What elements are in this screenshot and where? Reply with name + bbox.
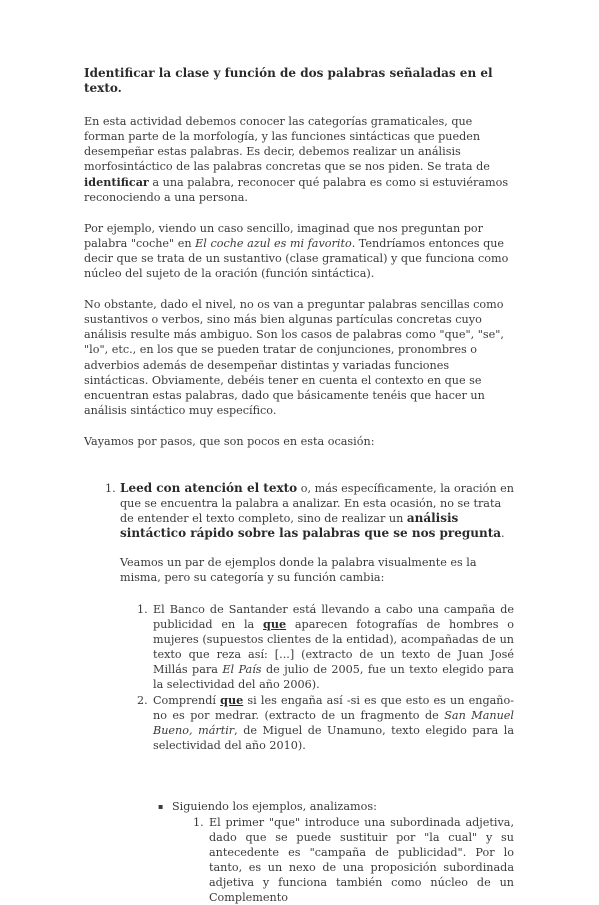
analysis-list	[172, 815, 514, 905]
example-text-c: . Tendríamos entonces que decir que se trata de un sustantivo (clase gramatical) y que funciona como núcleo del sujeto de la oración (función sintáctica).	[84, 236, 509, 281]
steps-list	[84, 481, 514, 905]
analysis-number: 1.	[193, 815, 204, 829]
example-text: si les engaña así -si es que esto es un engaño- no es por medrar. (extracto de un fragmento de	[153, 694, 515, 723]
analysis-text: El primer "que" introduce una subordinada adjetiva, dado que se puede sustituir por "la cual" y su antecedente es "campaña de publicidad". Por lo tanto, es un nexo de una proposición subordinada adjetiva y funciona también como núcleo de un Complemento	[209, 815, 514, 905]
example-text: , de Miguel de Unamuno, texto elegido para la selectividad del año 2010).	[153, 724, 514, 753]
example-text: de julio de 2005, fue un texto elegido para la selectividad del año 2006).	[153, 662, 514, 691]
step-item	[105, 480, 515, 905]
step-bold-lead: Leed con atención el texto	[120, 480, 298, 495]
square-bullet-icon: ▪	[158, 802, 164, 812]
example-text: El Banco de Santander está llevando a cabo una campaña de publicidad en la	[153, 602, 514, 631]
examples-list	[120, 602, 514, 754]
intro-text-a: En esta actividad debemos conocer las categorías gramaticales, que forman parte de la morfología, y las funciones sintácticas que pueden desempeñar estas palabras. Es decir, debemos realizar un análisis morfosintáctico de las palabras concretas que se nos piden. Se trata de	[84, 115, 490, 174]
example-italic-sentence: El coche azul es mi favorito	[195, 236, 352, 250]
nivel-paragraph: No obstante, dado el nivel, no os van a preguntar palabras sencillas como sustantivos o verbos, sino más bien algunas partículas concretas cuyo análisis resulte más ambiguo. Son los casos de palabras como "que", "se", "lo", etc., en los que se pueden tratar de conjunciones, pronombres o adverbios además de desempeñar distintas y variadas funciones sintácticas. Obviamente, debéis tener en cuenta el contexto en que se encuentran estas palabras, dado que básicamente tenéis que hacer un análisis sintáctico muy específico.	[84, 298, 504, 417]
intro-text-c: a una palabra, reconocer qué palabra es como si estuviéramos reconociendo a una persona.	[84, 175, 509, 204]
step-text-b: o, más específicamente, la oración en que se encuentra la palabra a analizar. En esta ocasión, no se trata de entender el texto completo, sino de realizar un	[120, 481, 514, 526]
step-bold-analysis: análisis sintáctico rápido sobre las palabras que se nos pregunta	[120, 511, 502, 541]
example-number: 2.	[137, 694, 148, 708]
example-text-a: Por ejemplo, viendo un caso sencillo, imaginad que nos preguntan por palabra "coche" en	[84, 221, 483, 250]
highlighted-word: que	[263, 616, 287, 631]
example-italic: El País	[222, 662, 262, 676]
example-italic: San Manuel Bueno, mártir	[153, 709, 514, 738]
step-text	[120, 481, 514, 541]
step-number: 1.	[105, 481, 116, 495]
example-item	[137, 693, 515, 753]
example-item	[137, 602, 514, 693]
example-number: 1.	[137, 602, 148, 616]
example-text: aparecen fotografías de hombres o mujeres (supuestos clientes de la entidad), acompañadas de un texto que reza así: [...] (extracto de un texto de Juan José Millás para	[153, 617, 514, 676]
intro-bold-identificar: identificar	[84, 174, 149, 189]
analysis-item	[193, 815, 514, 905]
document-title: Identificar la clase y función de dos palabras señaladas en el texto.	[84, 66, 493, 96]
step-text-d: .	[501, 527, 505, 541]
examples-intro: Veamos un par de ejemplos donde la palabra visualmente es la misma, pero su categoría y su función cambia:	[120, 556, 477, 585]
pasos-paragraph: Vayamos por pasos, que son pocos en esta ocasión:	[84, 434, 375, 448]
analysis-bullet	[158, 799, 514, 905]
analysis-heading: Siguiendo los ejemplos, analizamos:	[172, 800, 377, 814]
intro-paragraph	[84, 114, 514, 205]
example-text: Comprendí	[153, 694, 221, 708]
example-paragraph	[84, 221, 514, 281]
highlighted-word: que	[220, 693, 244, 708]
